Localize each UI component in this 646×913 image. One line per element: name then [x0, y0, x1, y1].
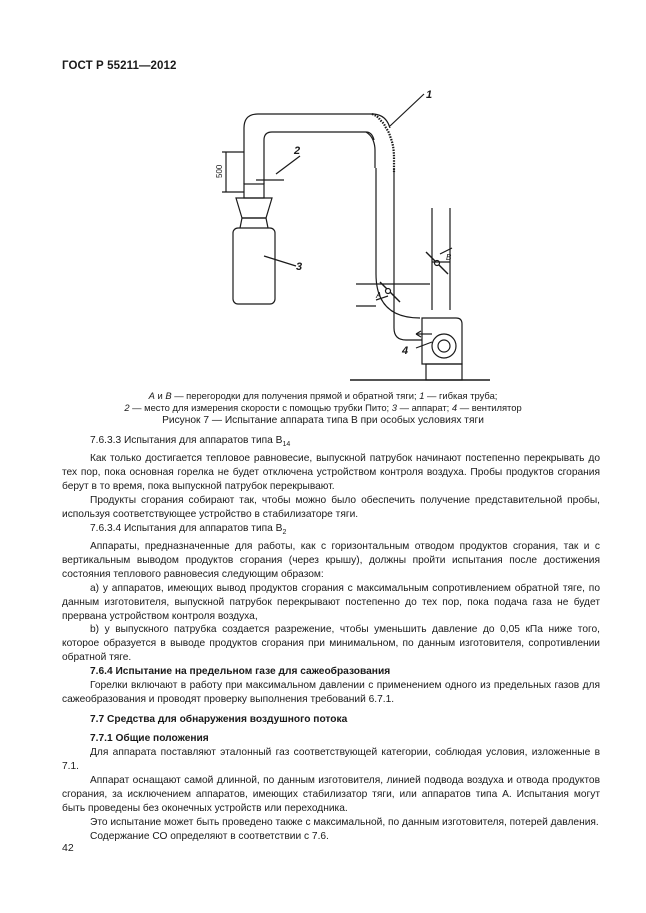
label-b: B — [446, 253, 452, 262]
label-1: 1 — [426, 89, 433, 101]
section-7-7: 7.7 Средства для обнаружения воздушного потока — [90, 714, 348, 726]
figure-caption-line-2: 2 — место для измерения скорости с помощью трубки Пито; 3 — аппарат; 4 — вентилятор — [124, 402, 522, 413]
paragraph: Содержание СО определяют в соответствии с 7.6. — [90, 830, 329, 842]
draught-diverter — [236, 198, 272, 218]
figure-title: Рисунок 7 — Испытание аппарата типа В при особых условиях тяги — [162, 415, 484, 426]
list-item-b: b) у выпускного патрубка создается разрежение, чтобы уменьшить давление до 0,05 кПа ниже того, которое образуется в выводе продуктов сгорания при минимальном, по данным изготовителя, сопротивлении обратной тяге. — [62, 624, 600, 664]
paragraph: Как только достигается тепловое равновесие, выпускной патрубок начинают постепенно перекрывать до тех пор, пока основная горелка не будет отключена устройством контроля воздуха. Пробы продуктов сгорания берут в то время, пока выпускной патрубок перекрывают. — [62, 452, 600, 492]
fan-housing — [422, 318, 462, 364]
section-7-6-3-4: 7.6.3.4 Испытания для аппаратов типа $В_2$ — [90, 522, 287, 536]
label-2: 2 — [294, 145, 301, 157]
paragraph: Аппараты, предназначенные для работы, как с горизонтальным отводом продуктов сгорания, так и с вертикальным выводом продуктов сгорания (через крышу), должны пройти испытания после достижения состояния теплового равновесия следующим образом: — [62, 540, 600, 580]
label-a: A — [376, 291, 382, 300]
appliance-body — [233, 228, 275, 304]
paragraph: Продукты сгорания собирают так, чтобы можно было обеспечить получение представительной пробы, используя соответствующее устройство в стабилизаторе тяги. — [62, 494, 600, 520]
flue-collar — [244, 184, 264, 198]
dimension-label: 500 — [215, 164, 224, 178]
label-4: 4 — [402, 345, 409, 357]
paragraph: Аппарат оснащают самой длинной, по данным изготовителя, линией подвода воздуха и отвода продуктов сгорания, за исключением аппаратов, имеющих стабилизатор тяги, или аппаратов типа А. Испытания могут быть проведены без оконечных устройств или переходника. — [62, 774, 600, 814]
page-number: 42 — [62, 842, 74, 854]
document-header: ГОСТ Р 55211—2012 — [62, 60, 177, 72]
paragraph: Горелки включают в работу при максимальном давлении с применением одного из предельных газов для сажеобразования и проводят проверку выполнения требований 6.7.1. — [62, 680, 600, 706]
section-7-6-4: 7.6.4 Испытание на предельном газе для сажеобразования — [90, 666, 391, 678]
appliance-neck — [240, 218, 268, 228]
section-7-6-3-3: 7.6.3.3 Испытания для аппаратов типа $В_{14}$ — [90, 435, 291, 449]
label-3: 3 — [296, 261, 303, 273]
figure-caption-line-1: А и В — перегородки для получения прямой и обратной тяги; 1 — гибкая труба; — [148, 390, 498, 401]
test-setup-figure — [200, 88, 500, 393]
section-7-7-1: 7.7.1 Общие положения — [90, 733, 209, 745]
paragraph: Для аппарата поставляют эталонный газ соответствующей категории, соблюдая условия, изложенные в 7.1. — [62, 747, 600, 773]
list-item-a: а) у аппаратов, имеющих вывод продуктов сгорания с максимальным сопротивлением обратной тяге, по данным изготовителя, выпускной патрубок перекрывают постепенно до тех пор, пока подача газа не будет прервана устройством контроля воздуха, — [62, 582, 600, 622]
fan-wheel — [432, 334, 456, 358]
document-body — [62, 434, 600, 844]
paragraph: Это испытание может быть проведено также с максимальной, по данным изготовителя, потерей давления. — [90, 816, 599, 828]
flue-pipe — [244, 114, 390, 184]
